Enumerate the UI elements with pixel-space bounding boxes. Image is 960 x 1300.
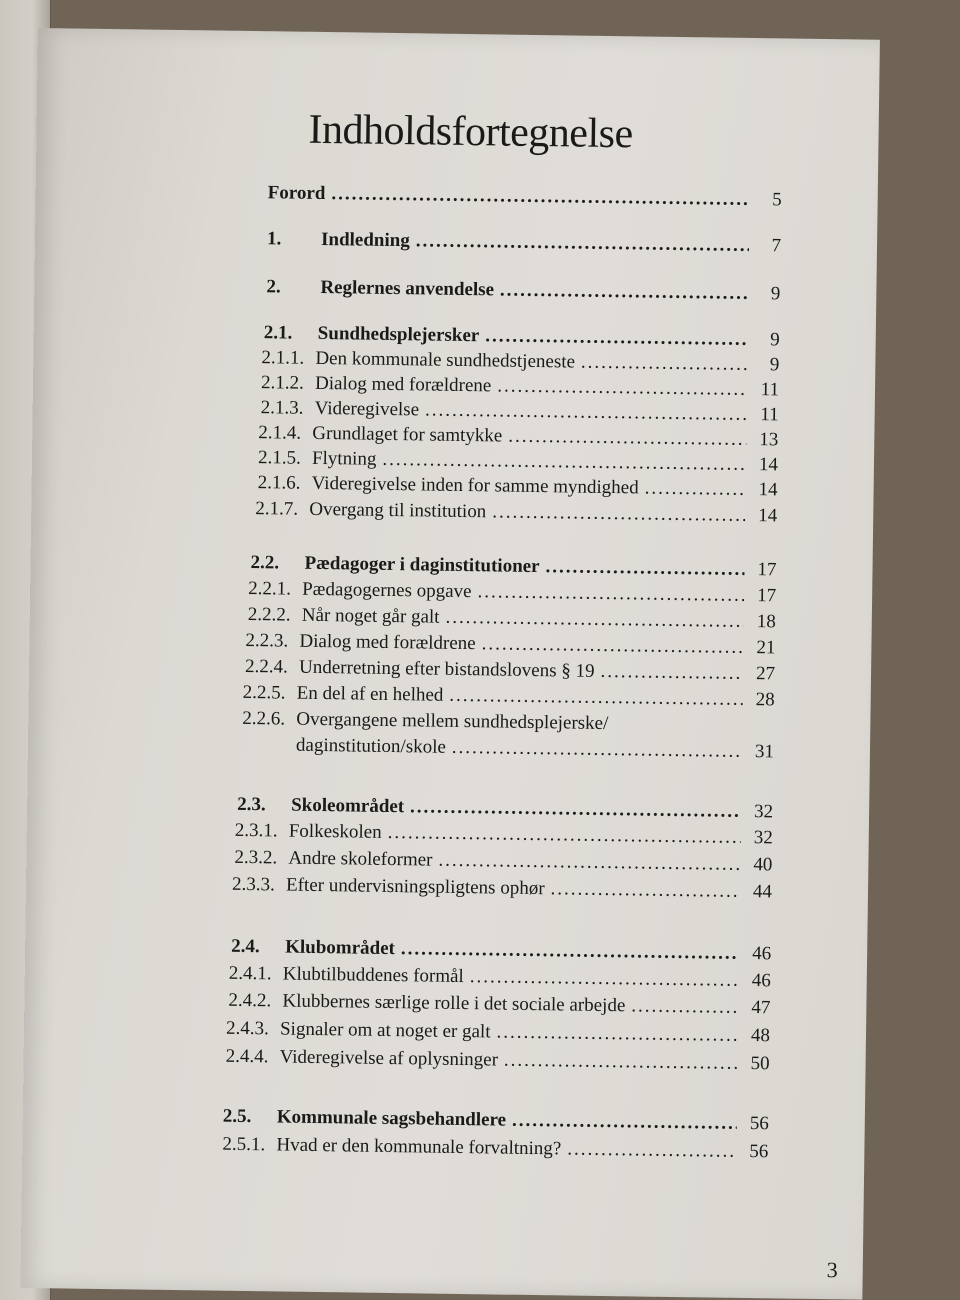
leader-dots	[331, 182, 750, 212]
section-title: Flytning	[311, 447, 377, 470]
leader-dots	[567, 1138, 736, 1164]
section-title: Skoleområdet	[291, 794, 405, 818]
section-title: Efter undervisningspligtens ophør	[285, 874, 545, 900]
section-title: Klubtilbuddenes formål	[282, 963, 464, 988]
leader-dots	[477, 580, 744, 608]
page-reference: 56	[749, 1113, 769, 1135]
page-reference: 28	[755, 689, 775, 711]
leader-dots	[382, 448, 746, 477]
toc-entry[interactable]	[234, 846, 772, 878]
section-title: Andre skoleformer	[288, 847, 433, 871]
leader-dots	[485, 324, 748, 352]
section-number: 2.1.3.	[260, 397, 304, 419]
section-number: 2.1.	[263, 322, 293, 344]
page-reference: 47	[751, 997, 771, 1019]
section-number: 2.2.5.	[242, 681, 286, 704]
page-reference: 17	[757, 559, 777, 581]
section-number: 2.5.	[222, 1105, 252, 1128]
page-reference: 9	[770, 329, 780, 351]
section-number: 2.2.3.	[245, 629, 289, 652]
page-reference: 13	[759, 429, 779, 451]
section-number: 2.4.1.	[228, 962, 272, 985]
section-number: 2.3.1.	[234, 819, 278, 842]
toc-entry[interactable]	[229, 962, 771, 994]
section-number: 2.1.2.	[260, 372, 304, 394]
page-reference: 5	[772, 189, 782, 211]
section-title: Klubbernes særlige rolle i det sociale arbejde	[282, 990, 626, 1017]
leader-dots	[470, 965, 739, 993]
page-reference: 9	[769, 354, 780, 376]
leader-dots	[416, 229, 750, 258]
section-number: 2.1.4.	[258, 422, 302, 444]
leader-dots	[452, 736, 742, 764]
section-title: Hvad er den kommunale forvaltning?	[276, 1134, 562, 1160]
section-number: 2.2.	[250, 552, 280, 574]
section-title: Underretning efter bistandslovens § 19	[298, 656, 595, 682]
section-number: 2.1.5.	[257, 447, 301, 469]
section-number: 2.1.6.	[257, 472, 301, 494]
leader-dots	[504, 1049, 738, 1076]
page-reference: 11	[760, 379, 780, 401]
section-title: Pædagogernes opgave	[302, 578, 472, 603]
page-reference: 48	[750, 1025, 771, 1047]
toc-entry[interactable]	[266, 275, 780, 306]
section-title: Overgang til institution	[309, 498, 487, 523]
toc-entry[interactable]	[228, 989, 770, 1021]
leader-dots	[581, 351, 748, 377]
section-title: daginstitution/skole	[295, 734, 447, 758]
section-number: 2.4.3.	[225, 1017, 269, 1040]
page-reference: 32	[753, 827, 773, 849]
section-title: Forord	[267, 182, 326, 205]
leader-dots	[445, 606, 744, 634]
leader-dots	[500, 278, 749, 305]
toc-entry[interactable]	[235, 819, 773, 851]
leader-dots	[497, 374, 747, 401]
leader-dots	[401, 937, 740, 966]
section-title: Folkeskolen	[288, 820, 382, 843]
leader-dots	[631, 994, 738, 1019]
toc-entry[interactable]	[232, 873, 772, 905]
section-title: Grundlaget for samtykke	[312, 422, 503, 447]
section-number: 2.	[266, 276, 281, 298]
page-reference: 21	[756, 637, 776, 659]
leader-dots	[512, 1109, 737, 1136]
page-reference: 46	[752, 943, 772, 965]
page-title: Indholdsfortegnelse	[308, 106, 633, 158]
section-title: Kommunale sagsbehandlere	[276, 1106, 507, 1131]
page-reference: 9	[770, 283, 781, 305]
leader-dots	[600, 660, 743, 686]
section-title: Sundhedsplejersker	[317, 322, 480, 347]
section-title: Indledning	[320, 228, 410, 252]
toc-entry[interactable]	[296, 734, 774, 765]
leader-dots	[482, 632, 744, 660]
page-reference: 32	[753, 801, 774, 823]
leader-dots	[449, 684, 743, 712]
section-number: 1.	[266, 228, 282, 250]
toc-entry[interactable]	[225, 1045, 769, 1077]
section-title: Signaler om at noget er galt	[279, 1018, 491, 1043]
section-title: Videregivelse inden for samme myndighed	[311, 472, 639, 499]
toc-entry[interactable]	[255, 497, 777, 528]
toc-entry[interactable]	[226, 1017, 770, 1049]
section-number: 2.1.1.	[261, 347, 305, 369]
page-reference: 50	[750, 1053, 770, 1075]
section-number: 2.1.7.	[255, 498, 299, 520]
section-number: 2.4.4.	[225, 1045, 269, 1068]
leader-dots	[425, 398, 747, 426]
section-title: Videregivelse	[314, 397, 420, 421]
section-title: Den kommunale sundhedstjeneste	[315, 347, 576, 373]
toc-entry[interactable]	[268, 181, 782, 212]
page-reference: 14	[758, 505, 778, 527]
page-reference: 7	[771, 235, 782, 257]
toc-entry[interactable]	[231, 935, 771, 967]
section-number: 2.2.2.	[247, 603, 291, 626]
leader-dots	[545, 555, 744, 582]
section-title: Dialog med forældrene	[299, 630, 476, 655]
leader-dots	[508, 425, 746, 452]
section-number: 2.2.4.	[244, 655, 288, 678]
section-title: Klubområdet	[285, 936, 396, 960]
page-number: 3	[826, 1257, 838, 1283]
section-number: 2.2.1.	[248, 577, 292, 600]
page-reference: 31	[754, 741, 775, 763]
toc-page	[20, 28, 880, 1300]
leader-dots	[438, 849, 740, 877]
page-reference: 56	[749, 1141, 769, 1163]
section-title: Pædagoger i daginstitutioner	[304, 552, 540, 578]
page-reference: 11	[760, 404, 779, 426]
section-title: En del af en helhed	[296, 682, 444, 706]
section-number: 2.3.3.	[231, 873, 275, 896]
section-number: 2.3.	[237, 793, 266, 816]
page-reference: 40	[753, 854, 773, 876]
page-reference: 44	[752, 881, 773, 903]
page-reference: 17	[756, 585, 777, 607]
leader-dots	[492, 500, 745, 528]
section-number: 2.2.6.	[242, 707, 286, 730]
leader-dots	[496, 1021, 738, 1048]
section-title: Når noget går galt	[301, 604, 440, 628]
page-reference: 46	[751, 970, 771, 992]
section-title: Dialog med forældrene	[314, 372, 492, 397]
toc-entry[interactable]	[222, 1133, 768, 1165]
leader-dots	[388, 821, 741, 850]
section-number: 2.5.1.	[222, 1133, 266, 1156]
leader-dots	[550, 877, 740, 904]
section-title: Reglernes anvendelse	[320, 276, 495, 301]
section-number: 2.4.	[231, 935, 260, 958]
section-title: Videregivelse af oplysninger	[279, 1046, 499, 1071]
page-reference: 14	[758, 454, 779, 476]
section-number: 2.3.2.	[234, 846, 278, 869]
section-number: 2.4.2.	[228, 989, 272, 1012]
leader-dots	[410, 795, 741, 824]
toc-entry[interactable]	[267, 227, 781, 258]
page-reference: 14	[758, 479, 778, 501]
page-reference: 18	[756, 611, 776, 633]
page-reference: 27	[755, 663, 776, 685]
toc-entry[interactable]	[223, 1105, 769, 1137]
section-title: Overgangene mellem sundhedsplejerske/	[296, 708, 609, 735]
leader-dots	[645, 477, 746, 502]
